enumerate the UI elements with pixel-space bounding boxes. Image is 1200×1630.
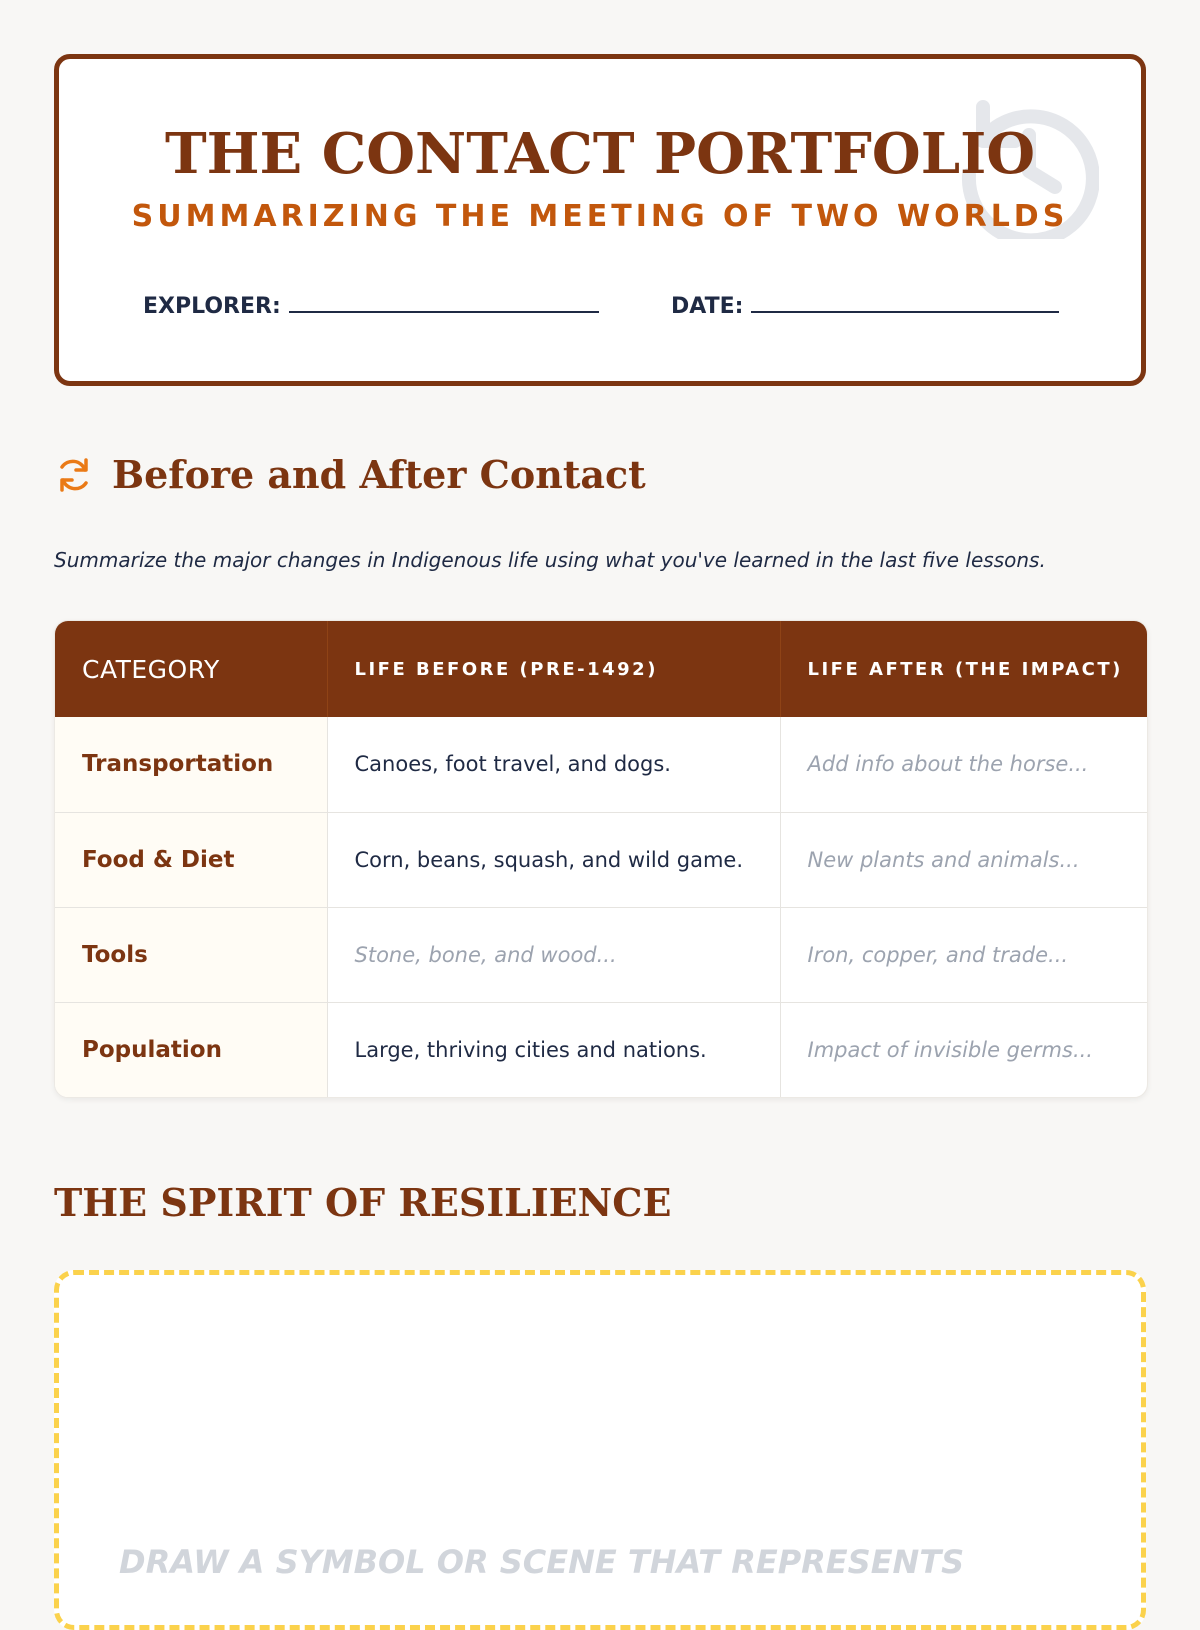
drawing-area[interactable] (54, 1270, 1146, 1630)
category-cell: Tools (55, 907, 327, 1002)
before-after-heading (54, 452, 646, 497)
after-cell[interactable]: New plants and animals... (807, 847, 1080, 872)
table-header-row (55, 621, 1147, 717)
after-cell[interactable]: Iron, copper, and trade... (807, 942, 1069, 967)
explorer-blank-line[interactable] (289, 289, 599, 313)
table-row (55, 1002, 1147, 1097)
before-cell[interactable]: Large, thriving cities and nations. (327, 1002, 780, 1097)
category-cell: Food & Diet (55, 812, 327, 907)
before-cell[interactable]: Stone, bone, and wood... (327, 907, 780, 1002)
page-subtitle: SUMMARIZING THE MEETING OF TWO WORLDS (131, 199, 1069, 234)
header-life-before: LIFE BEFORE (PRE-1492) (327, 621, 780, 717)
drawing-prompt: DRAW A SYMBOL OR SCENE THAT REPRESENTS (119, 1543, 965, 1581)
date-label: DATE: (671, 294, 744, 319)
portfolio-header-card (54, 54, 1146, 386)
date-blank-line[interactable] (751, 289, 1059, 313)
explorer-field[interactable] (143, 289, 599, 319)
table-row (55, 717, 1147, 812)
before-cell[interactable]: Corn, beans, squash, and wild game. (327, 812, 780, 907)
category-cell: Transportation (55, 717, 327, 812)
category-cell: Population (55, 1002, 327, 1097)
date-field[interactable] (671, 289, 1059, 319)
sync-icon (54, 455, 94, 495)
resilience-heading: THE SPIRIT OF RESILIENCE (54, 1180, 672, 1225)
table-row (55, 812, 1147, 907)
before-cell[interactable]: Canoes, foot travel, and dogs. (327, 717, 780, 812)
explorer-label: EXPLORER: (143, 294, 281, 319)
section-title: Before and After Contact (112, 452, 646, 497)
after-cell[interactable]: Impact of invisible germs... (807, 1037, 1093, 1062)
header-life-after: LIFE AFTER (THE IMPACT) (807, 658, 1123, 680)
after-cell[interactable]: Add info about the horse... (807, 752, 1089, 777)
header-category: CATEGORY (55, 621, 327, 717)
page-title: THE CONTACT PORTFOLIO (164, 121, 1036, 187)
table-row (55, 907, 1147, 1002)
comparison-table (54, 620, 1148, 1098)
section-instructions: Summarize the major changes in Indigenous life using what you've learned in the last five lessons. (54, 548, 1046, 572)
